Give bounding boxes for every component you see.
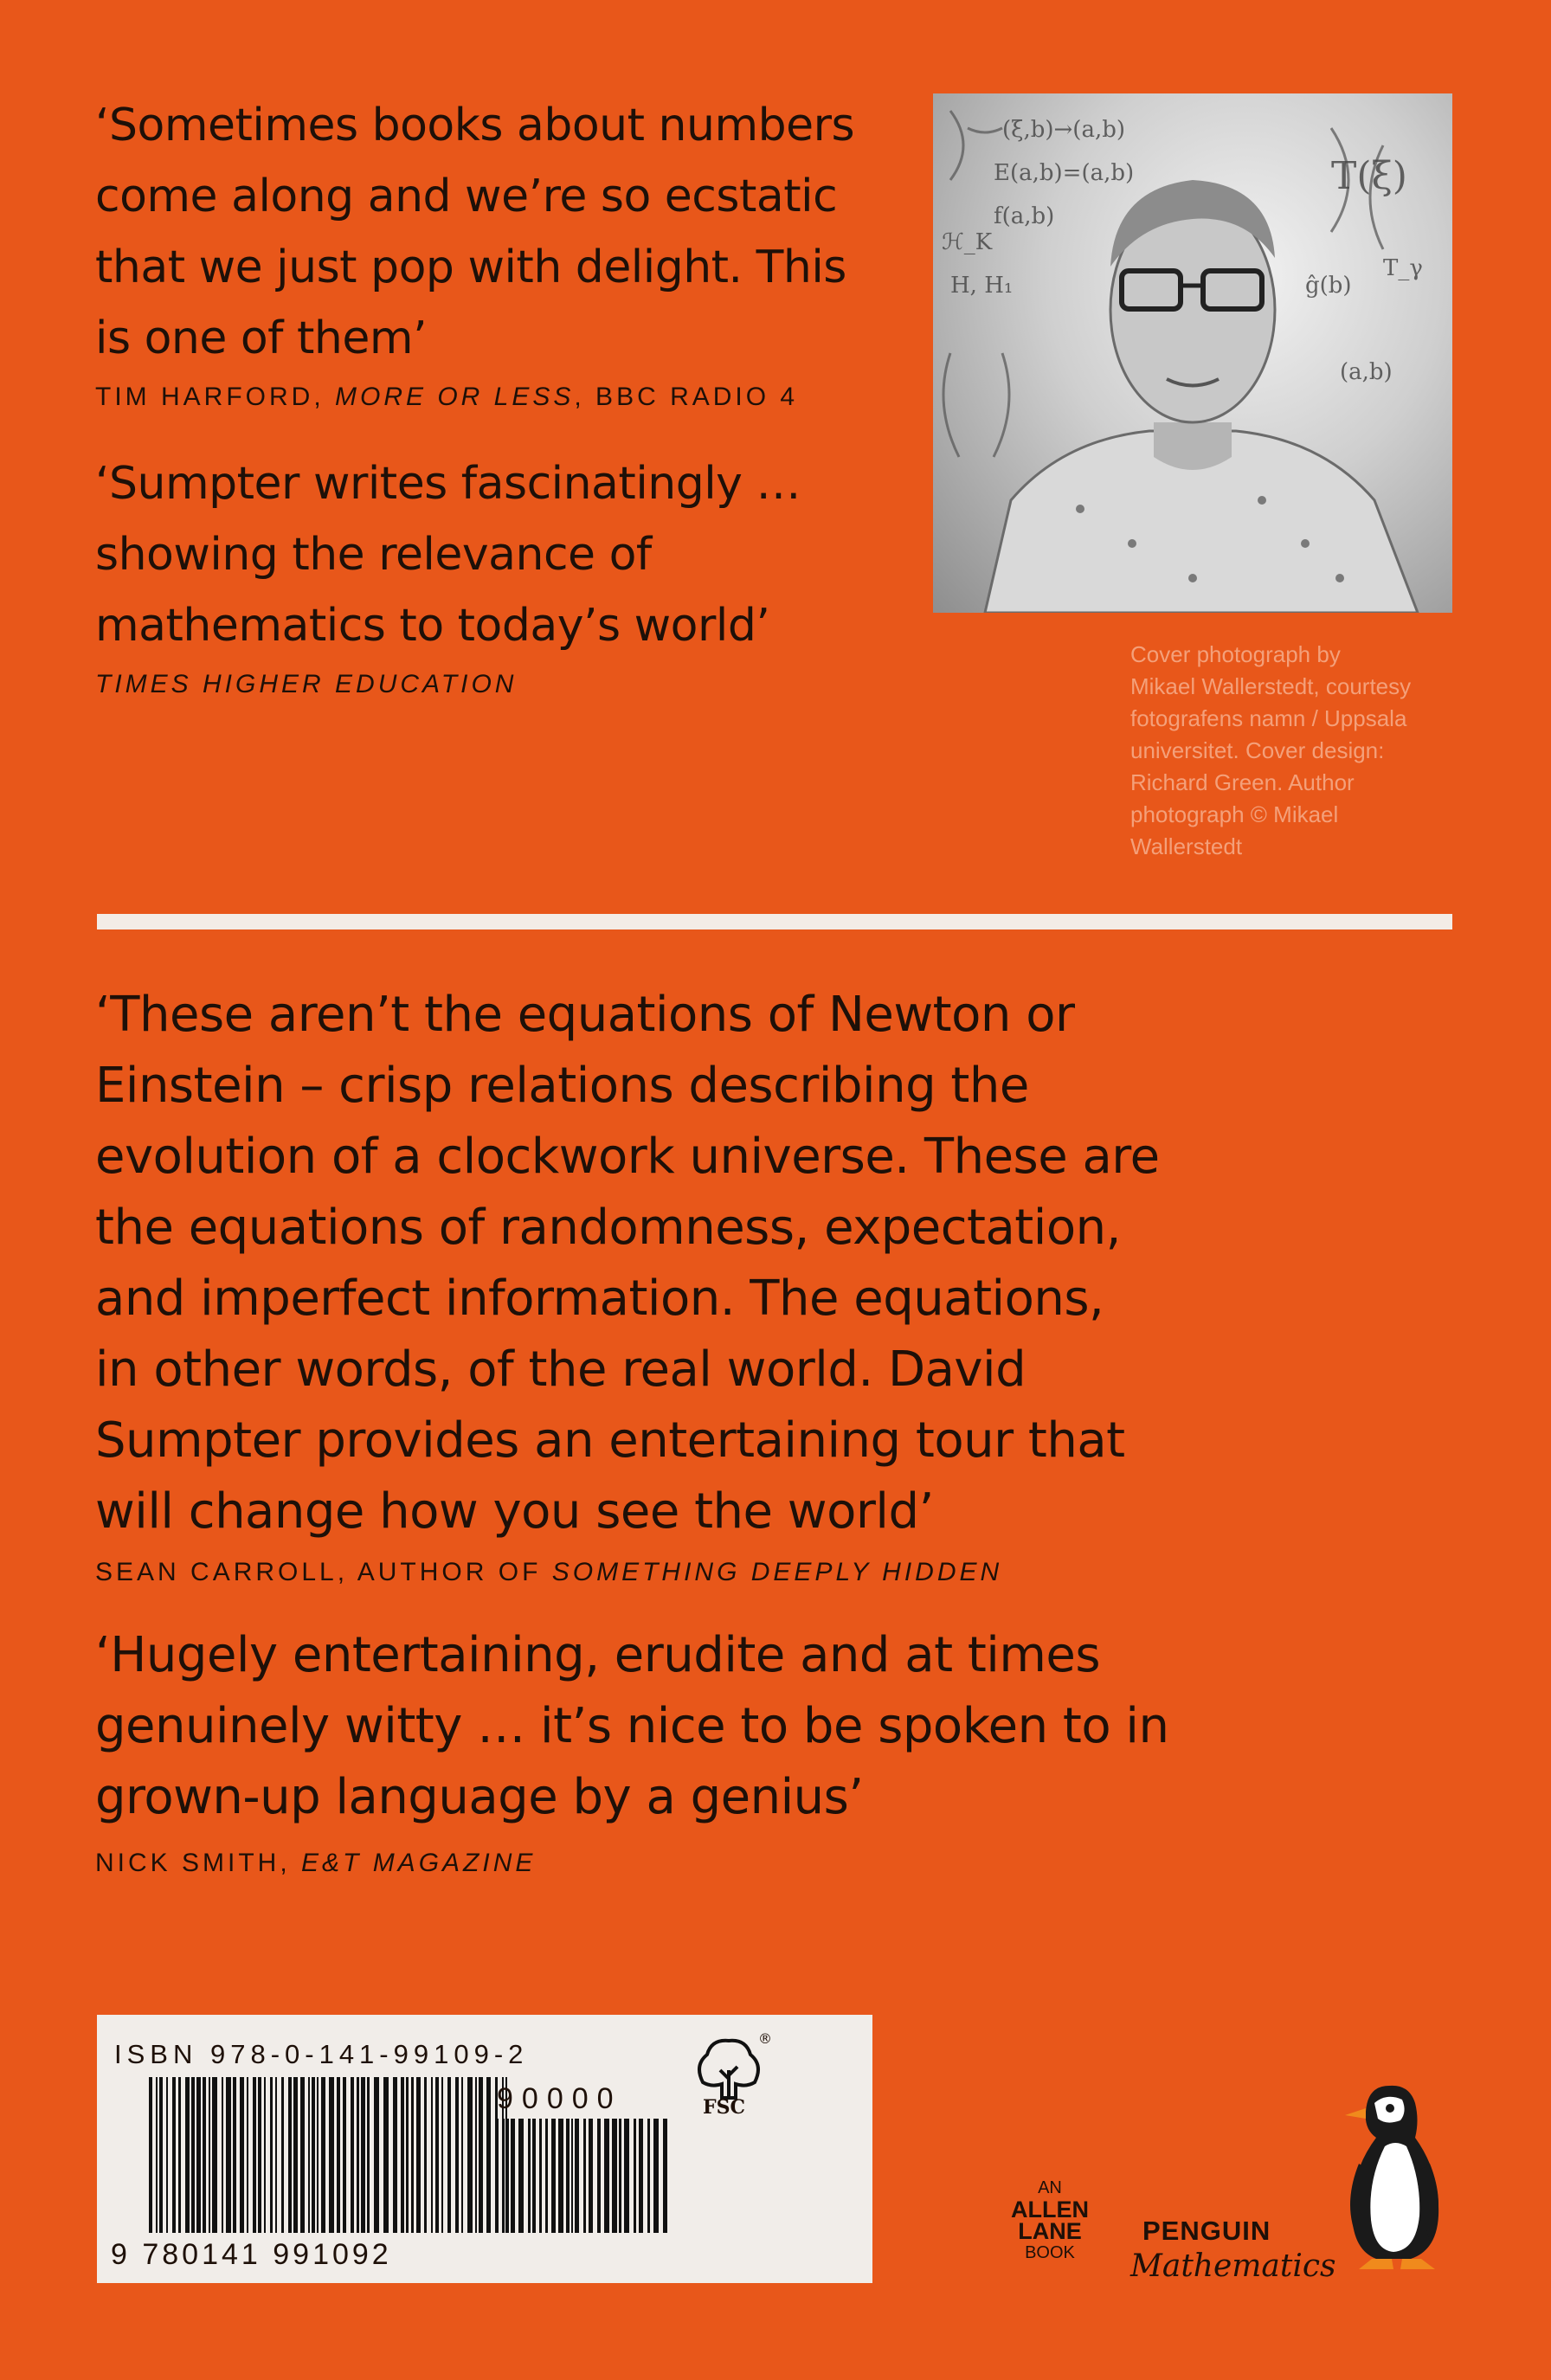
barcode-bar (191, 2077, 195, 2233)
barcode-bar (281, 2077, 284, 2233)
isbn-digits: 9 780141 991092 (111, 2238, 392, 2271)
barcode-bar (233, 2077, 236, 2233)
barcode-bar (343, 2077, 346, 2233)
barcode-bar (185, 2077, 190, 2233)
barcode-bar (411, 2077, 414, 2233)
quote-harford: ‘Sometimes books about numbers come along and we’re so ecstatic that we just pop with delight. This is one of them’ (95, 100, 855, 364)
barcode-bar (583, 2119, 586, 2233)
barcode-bar (551, 2119, 556, 2233)
barcode-bar (258, 2077, 261, 2233)
person-figure (985, 180, 1418, 613)
barcode-bar (288, 2077, 292, 2233)
publisher-name: PENGUIN (1142, 2216, 1271, 2246)
barcode-bar (159, 2077, 163, 2233)
author-photo (933, 93, 1452, 613)
barcode-bar (461, 2077, 463, 2233)
barcode-bar (447, 2077, 451, 2233)
barcode-bar (545, 2119, 548, 2233)
barcode-bar (401, 2077, 404, 2233)
barcode-bar (212, 2077, 217, 2233)
fsc-logo (685, 2030, 772, 2126)
barcode-bar (653, 2119, 659, 2233)
imprint-allen: ALLEN (1011, 2197, 1089, 2222)
barcode-bar (604, 2119, 609, 2233)
equation-9: ℋ_K (942, 229, 993, 255)
barcode-bar (507, 2119, 509, 2233)
equation-6: T_γ (1383, 255, 1423, 281)
barcode-bar (589, 2119, 593, 2233)
barcode-bar (166, 2077, 168, 2233)
barcode-bar (455, 2077, 459, 2233)
barcode-bar (518, 2119, 524, 2233)
barcode-bar (178, 2077, 181, 2233)
barcode-bar (317, 2077, 319, 2233)
barcode-bar (321, 2077, 325, 2233)
price-barcode-bars (495, 2119, 668, 2233)
barcode-bar (528, 2119, 531, 2233)
barcode-bar (300, 2077, 305, 2233)
barcode-bar (264, 2077, 266, 2233)
barcode-bar (361, 2077, 365, 2233)
barcode-bar (467, 2077, 473, 2233)
barcode-bar (293, 2077, 298, 2233)
barcode-bar (226, 2077, 231, 2233)
barcode-box (97, 2015, 872, 2283)
barcode-bar (275, 2077, 277, 2233)
barcode-bar (149, 2077, 152, 2233)
barcode-bar (357, 2077, 359, 2233)
barcode-bar (383, 2077, 389, 2233)
barcode-bar (634, 2119, 636, 2233)
equation-1: (ξ,b)→(a,b) (1002, 117, 1125, 143)
price-code: 90000 (497, 2082, 622, 2115)
barcode-bar (495, 2119, 499, 2233)
equation-8: H, H₁ (950, 273, 1014, 299)
imprint-allen-lane (994, 2177, 1106, 2264)
barcode-bar (511, 2119, 515, 2233)
barcode-bar (247, 2077, 248, 2233)
quote-smith: ‘Hugely entertaining, erudite and at times genuinely witty … it’s nice to be spoken to in grown-up language by a genius’ (95, 1627, 1169, 1825)
penguin-logo (1333, 2077, 1463, 2276)
attribution-smith: NICK SMITH, E&T MAGAZINE (95, 1849, 537, 1877)
isbn-label: ISBN 978-0-141-99109-2 (114, 2039, 529, 2069)
quote-times-higher: ‘Sumpter writes fascinatingly … showing the relevance of mathematics to today’s world’ (95, 458, 801, 652)
barcode-bar (393, 2077, 397, 2233)
attribution-harford: TIM HARFORD, MORE OR LESS, BBC RADIO 4 (95, 383, 799, 411)
barcode-bar (647, 2119, 650, 2233)
barcode-bar (172, 2077, 176, 2233)
series-name: Mathematics (1130, 2248, 1336, 2284)
barcode-bar (253, 2077, 256, 2233)
fsc-label: FSC (703, 2096, 746, 2119)
barcode-bar (539, 2119, 542, 2233)
barcode-bar (441, 2077, 443, 2233)
barcode-bar (240, 2077, 244, 2233)
price-barcode (495, 2119, 668, 2233)
barcode-bar (639, 2119, 643, 2233)
barcode-bar (475, 2077, 477, 2233)
fsc-registered-mark: ® (758, 2030, 772, 2047)
attribution-carroll: SEAN CARROLL, AUTHOR OF SOMETHING DEEPLY HIDDEN (95, 1558, 1003, 1586)
barcode-bar (571, 2119, 573, 2233)
barcode-bar (575, 2119, 579, 2233)
quote-carroll: ‘These aren’t the equations of Newton or Einstein – crisp relations describing the evolution of a clockwork universe. These are the equations of randomness, expectation, and imperfect information. The equations, in other words, of the real world. David Sumpter provides an entertaining tour that will change how you see the world’ (95, 987, 1160, 1540)
isbn-barcode-bars (149, 2077, 512, 2233)
barcode-bar (502, 2119, 505, 2233)
section-divider (97, 914, 1452, 929)
barcode-bar (566, 2119, 570, 2233)
barcode-bar (663, 2119, 667, 2233)
equation-3: f(a,b) (994, 203, 1055, 229)
barcode-bar (203, 2077, 206, 2233)
barcode-bar (406, 2077, 409, 2233)
barcode-bar (619, 2119, 621, 2233)
barcode-bar (351, 2077, 354, 2233)
attribution-times-higher: TIMES HIGHER EDUCATION (95, 670, 518, 698)
barcode-bar (435, 2077, 439, 2233)
barcode-bar (337, 2077, 340, 2233)
barcode-bar (532, 2119, 536, 2233)
equation-2: E(a,b)=(a,b) (994, 160, 1135, 186)
barcode-bar (374, 2077, 379, 2233)
barcode-bar (486, 2077, 491, 2233)
barcode-bar (431, 2077, 433, 2233)
barcode-bar (367, 2077, 370, 2233)
barcode-bar (624, 2119, 629, 2233)
barcode-bar (416, 2077, 421, 2233)
imprint-lane: LANE (1018, 2218, 1082, 2244)
equation-5: ĝ(b) (1305, 273, 1352, 299)
barcode-bar (597, 2119, 601, 2233)
equation-7: (a,b) (1340, 359, 1393, 385)
imprint-an: AN (1038, 2178, 1062, 2197)
penguin-icon (1333, 2077, 1463, 2276)
equation-4: T(ξ) (1331, 154, 1407, 198)
isbn-barcode (149, 2077, 512, 2233)
barcode-bar (479, 2077, 483, 2233)
barcode-bar (308, 2077, 310, 2233)
barcode-bar (196, 2077, 201, 2233)
barcode-bar (312, 2077, 315, 2233)
barcode-bar (156, 2077, 158, 2233)
author-photo-illustration (933, 93, 1452, 613)
cover-credit: Cover photograph by Mikael Wallerstedt, courtesy fotografens namn / Uppsala universitet. Cover design: Richard Green. Author photograph © Mikael Wallerstedt (1130, 641, 1412, 859)
imprint-book: BOOK (1025, 2243, 1075, 2262)
barcode-bar (424, 2077, 427, 2233)
barcode-bar (209, 2077, 210, 2233)
barcode-bar (222, 2077, 223, 2233)
barcode-bar (270, 2077, 273, 2233)
barcode-bar (612, 2119, 617, 2233)
barcode-bar (558, 2119, 563, 2233)
barcode-bar (329, 2077, 334, 2233)
